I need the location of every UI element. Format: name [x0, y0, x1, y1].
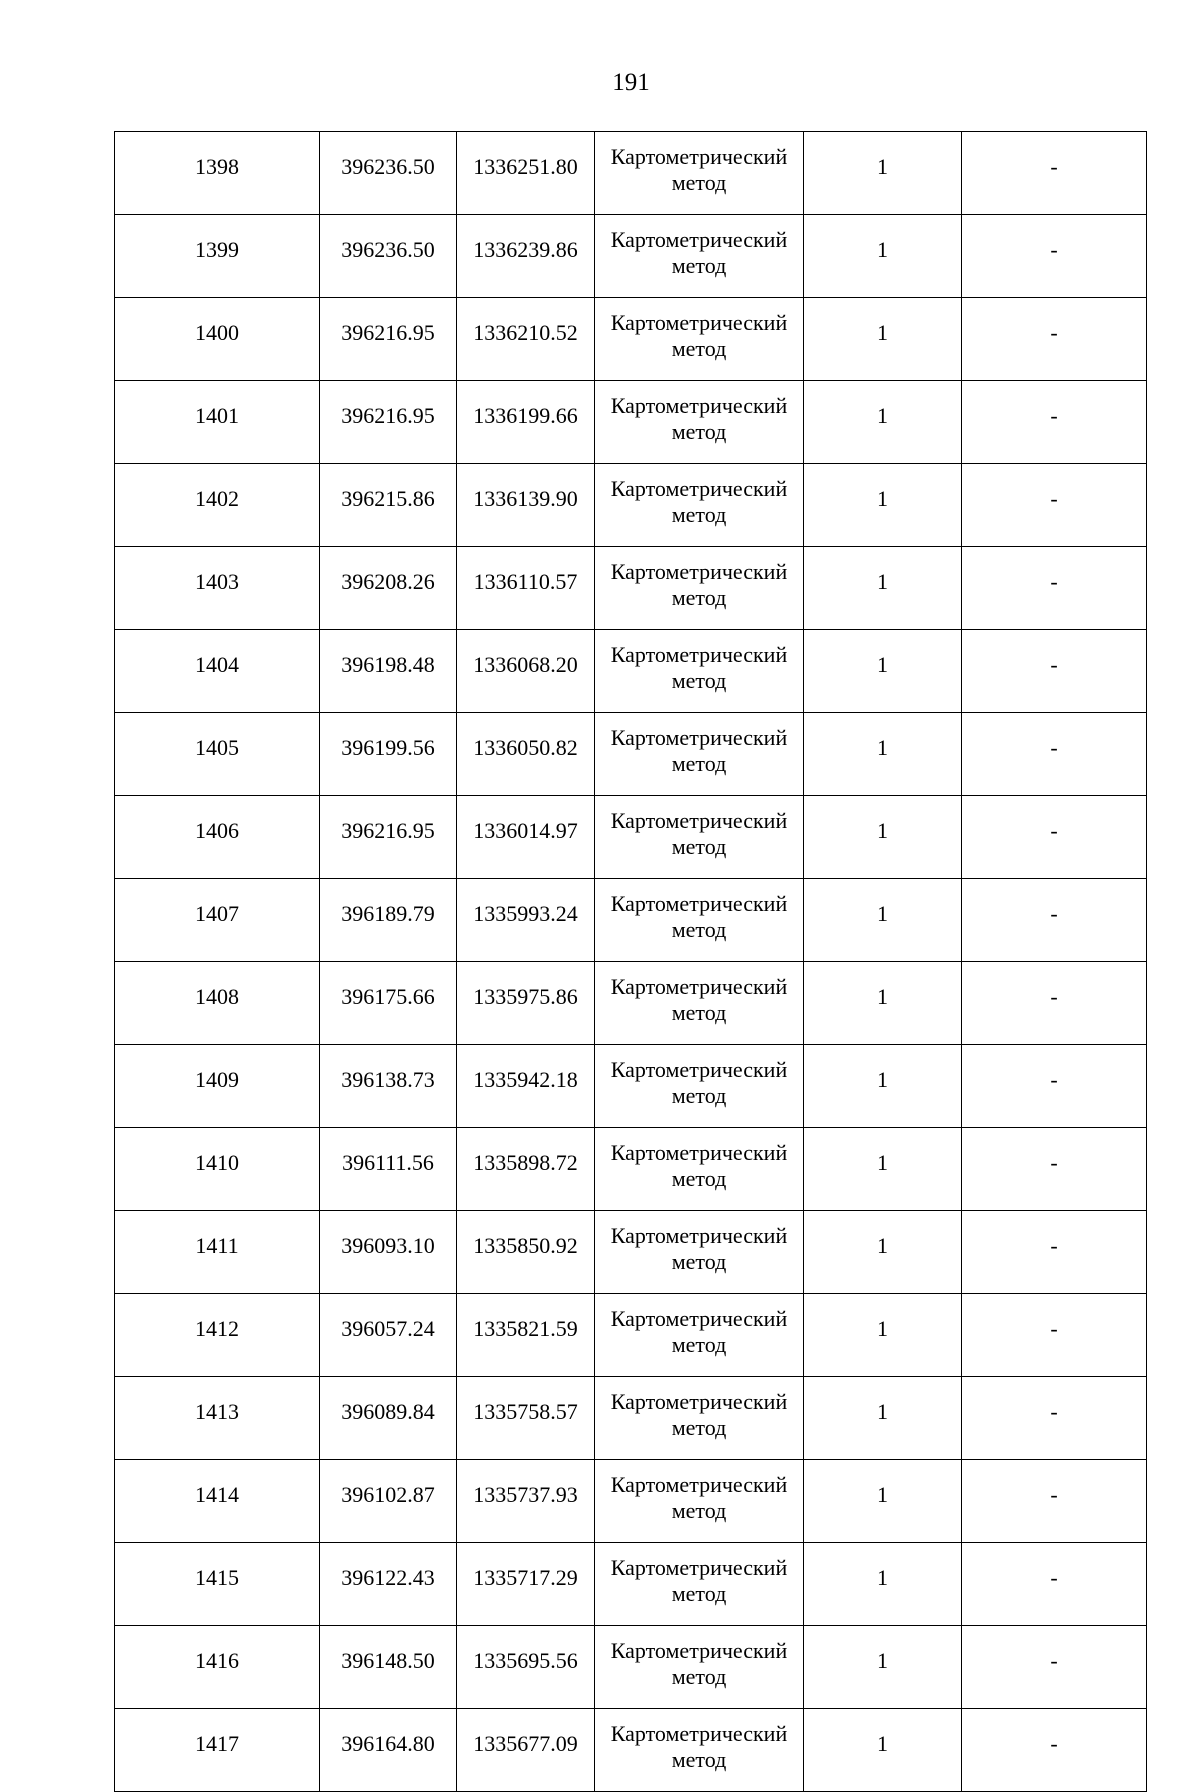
accuracy-cell: 1 [804, 1211, 962, 1294]
method-text-line2: метод [671, 1083, 727, 1108]
note-cell: - [962, 1460, 1147, 1543]
method-text-line2: метод [671, 668, 727, 693]
point-number-cell: 1403 [115, 547, 320, 630]
y-coordinate-cell: 1336068.20 [457, 630, 595, 713]
method-text-line1: Картометрический [610, 642, 788, 667]
accuracy-cell: 1 [804, 381, 962, 464]
method-text-line1: Картометрический [610, 1140, 788, 1165]
method-cell [595, 1626, 804, 1709]
accuracy-cell: 1 [804, 1045, 962, 1128]
note-cell: - [962, 381, 1147, 464]
accuracy-cell: 1 [804, 1294, 962, 1377]
note-cell: - [962, 1294, 1147, 1377]
table-row [115, 132, 1147, 215]
method-text-line2: метод [671, 585, 727, 610]
method-text-line1: Картометрический [610, 1057, 788, 1082]
table-row [115, 1543, 1147, 1626]
point-number-cell: 1412 [115, 1294, 320, 1377]
note-cell: - [962, 713, 1147, 796]
method-text-line1: Картометрический [610, 227, 788, 252]
table-row [115, 1128, 1147, 1211]
y-coordinate-cell: 1336139.90 [457, 464, 595, 547]
note-cell: - [962, 1128, 1147, 1211]
method-cell [595, 1709, 804, 1792]
method-text-line2: метод [671, 917, 727, 942]
method-text-line2: метод [671, 1000, 727, 1025]
table-row [115, 1460, 1147, 1543]
point-number-cell: 1404 [115, 630, 320, 713]
accuracy-cell: 1 [804, 630, 962, 713]
method-cell [595, 464, 804, 547]
method-cell [595, 215, 804, 298]
point-number-cell: 1407 [115, 879, 320, 962]
x-coordinate-cell: 396093.10 [320, 1211, 457, 1294]
point-number-cell: 1401 [115, 381, 320, 464]
method-text-line2: метод [671, 1415, 727, 1440]
method-cell [595, 1377, 804, 1460]
point-number-cell: 1405 [115, 713, 320, 796]
x-coordinate-cell: 396175.66 [320, 962, 457, 1045]
x-coordinate-cell: 396208.26 [320, 547, 457, 630]
accuracy-cell: 1 [804, 1128, 962, 1211]
y-coordinate-cell: 1336110.57 [457, 547, 595, 630]
point-number-cell: 1417 [115, 1709, 320, 1792]
accuracy-cell: 1 [804, 962, 962, 1045]
y-coordinate-cell: 1336210.52 [457, 298, 595, 381]
x-coordinate-cell: 396089.84 [320, 1377, 457, 1460]
table-row [115, 1377, 1147, 1460]
method-text-line1: Картометрический [610, 725, 788, 750]
point-number-cell: 1414 [115, 1460, 320, 1543]
accuracy-cell: 1 [804, 132, 962, 215]
y-coordinate-cell: 1335695.56 [457, 1626, 595, 1709]
method-text-line1: Картометрический [610, 310, 788, 335]
method-cell [595, 1045, 804, 1128]
method-text-line2: метод [671, 1498, 727, 1523]
accuracy-cell: 1 [804, 1709, 962, 1792]
point-number-cell: 1409 [115, 1045, 320, 1128]
method-cell [595, 1211, 804, 1294]
note-cell: - [962, 1211, 1147, 1294]
note-cell: - [962, 547, 1147, 630]
method-text-line2: метод [671, 834, 727, 859]
x-coordinate-cell: 396216.95 [320, 796, 457, 879]
accuracy-cell: 1 [804, 1626, 962, 1709]
note-cell: - [962, 1543, 1147, 1626]
table-row [115, 1294, 1147, 1377]
x-coordinate-cell: 396138.73 [320, 1045, 457, 1128]
y-coordinate-cell: 1336050.82 [457, 713, 595, 796]
accuracy-cell: 1 [804, 1377, 962, 1460]
method-text-line2: метод [671, 419, 727, 444]
y-coordinate-cell: 1336239.86 [457, 215, 595, 298]
method-cell [595, 1460, 804, 1543]
table-row [115, 298, 1147, 381]
method-text-line1: Картометрический [610, 1223, 788, 1248]
y-coordinate-cell: 1335758.57 [457, 1377, 595, 1460]
method-text-line2: метод [671, 1166, 727, 1191]
point-number-cell: 1413 [115, 1377, 320, 1460]
x-coordinate-cell: 396216.95 [320, 381, 457, 464]
point-number-cell: 1415 [115, 1543, 320, 1626]
y-coordinate-cell: 1335850.92 [457, 1211, 595, 1294]
accuracy-cell: 1 [804, 796, 962, 879]
method-text-line2: метод [671, 502, 727, 527]
table-row [115, 547, 1147, 630]
point-number-cell: 1406 [115, 796, 320, 879]
note-cell: - [962, 215, 1147, 298]
x-coordinate-cell: 396216.95 [320, 298, 457, 381]
y-coordinate-cell: 1335677.09 [457, 1709, 595, 1792]
method-cell [595, 713, 804, 796]
note-cell: - [962, 1377, 1147, 1460]
point-number-cell: 1411 [115, 1211, 320, 1294]
table-row [115, 630, 1147, 713]
note-cell: - [962, 464, 1147, 547]
x-coordinate-cell: 396236.50 [320, 132, 457, 215]
table-row [115, 796, 1147, 879]
x-coordinate-cell: 396189.79 [320, 879, 457, 962]
method-cell [595, 381, 804, 464]
y-coordinate-cell: 1335942.18 [457, 1045, 595, 1128]
method-text-line1: Картометрический [610, 1555, 788, 1580]
method-cell [595, 630, 804, 713]
table-row [115, 381, 1147, 464]
method-cell [595, 1128, 804, 1211]
x-coordinate-cell: 396122.43 [320, 1543, 457, 1626]
point-number-cell: 1398 [115, 132, 320, 215]
accuracy-cell: 1 [804, 215, 962, 298]
method-text-line1: Картометрический [610, 476, 788, 501]
note-cell: - [962, 1045, 1147, 1128]
table-body [115, 132, 1147, 1792]
accuracy-cell: 1 [804, 713, 962, 796]
method-text-line2: метод [671, 751, 727, 776]
table-row [115, 1211, 1147, 1294]
y-coordinate-cell: 1335898.72 [457, 1128, 595, 1211]
y-coordinate-cell: 1336014.97 [457, 796, 595, 879]
accuracy-cell: 1 [804, 879, 962, 962]
table-row [115, 1045, 1147, 1128]
method-text-line2: метод [671, 170, 727, 195]
point-number-cell: 1416 [115, 1626, 320, 1709]
page-number: 191 [612, 69, 650, 96]
method-text-line1: Картометрический [610, 1472, 788, 1497]
method-text-line2: метод [671, 253, 727, 278]
table-row [115, 879, 1147, 962]
method-cell [595, 879, 804, 962]
x-coordinate-cell: 396111.56 [320, 1128, 457, 1211]
accuracy-cell: 1 [804, 464, 962, 547]
method-text-line2: метод [671, 1249, 727, 1274]
method-text-line1: Картометрический [610, 891, 788, 916]
y-coordinate-cell: 1335975.86 [457, 962, 595, 1045]
method-text-line1: Картометрический [610, 1721, 788, 1746]
y-coordinate-cell: 1335821.59 [457, 1294, 595, 1377]
x-coordinate-cell: 396148.50 [320, 1626, 457, 1709]
point-number-cell: 1399 [115, 215, 320, 298]
note-cell: - [962, 298, 1147, 381]
method-cell [595, 796, 804, 879]
x-coordinate-cell: 396102.87 [320, 1460, 457, 1543]
point-number-cell: 1408 [115, 962, 320, 1045]
y-coordinate-cell: 1335717.29 [457, 1543, 595, 1626]
table-row [115, 464, 1147, 547]
method-text-line1: Картометрический [610, 144, 788, 169]
x-coordinate-cell: 396057.24 [320, 1294, 457, 1377]
method-text-line2: метод [671, 1747, 727, 1772]
method-text-line2: метод [671, 1581, 727, 1606]
y-coordinate-cell: 1336251.80 [457, 132, 595, 215]
x-coordinate-cell: 396164.80 [320, 1709, 457, 1792]
point-number-cell: 1410 [115, 1128, 320, 1211]
note-cell: - [962, 879, 1147, 962]
x-coordinate-cell: 396199.56 [320, 713, 457, 796]
method-text-line1: Картометрический [610, 808, 788, 833]
note-cell: - [962, 962, 1147, 1045]
coordinates-table [114, 131, 1147, 1792]
table-row [115, 1709, 1147, 1792]
method-text-line2: метод [671, 336, 727, 361]
method-text-line1: Картометрический [610, 1306, 788, 1331]
table-row [115, 713, 1147, 796]
method-text-line1: Картометрический [610, 1638, 788, 1663]
point-number-cell: 1400 [115, 298, 320, 381]
method-text-line1: Картометрический [610, 1389, 788, 1414]
method-cell [595, 1294, 804, 1377]
y-coordinate-cell: 1336199.66 [457, 381, 595, 464]
method-cell [595, 547, 804, 630]
table-row [115, 962, 1147, 1045]
method-text-line1: Картометрический [610, 974, 788, 999]
method-text-line1: Картометрический [610, 559, 788, 584]
note-cell: - [962, 132, 1147, 215]
method-cell [595, 132, 804, 215]
accuracy-cell: 1 [804, 1543, 962, 1626]
accuracy-cell: 1 [804, 298, 962, 381]
y-coordinate-cell: 1335993.24 [457, 879, 595, 962]
method-text-line2: метод [671, 1664, 727, 1689]
x-coordinate-cell: 396198.48 [320, 630, 457, 713]
accuracy-cell: 1 [804, 1460, 962, 1543]
accuracy-cell: 1 [804, 547, 962, 630]
method-cell [595, 298, 804, 381]
method-cell [595, 962, 804, 1045]
table-row [115, 1626, 1147, 1709]
x-coordinate-cell: 396215.86 [320, 464, 457, 547]
method-cell [595, 1543, 804, 1626]
note-cell: - [962, 796, 1147, 879]
point-number-cell: 1402 [115, 464, 320, 547]
method-text-line2: метод [671, 1332, 727, 1357]
y-coordinate-cell: 1335737.93 [457, 1460, 595, 1543]
note-cell: - [962, 630, 1147, 713]
table-row [115, 215, 1147, 298]
note-cell: - [962, 1709, 1147, 1792]
note-cell: - [962, 1626, 1147, 1709]
method-text-line1: Картометрический [610, 393, 788, 418]
x-coordinate-cell: 396236.50 [320, 215, 457, 298]
